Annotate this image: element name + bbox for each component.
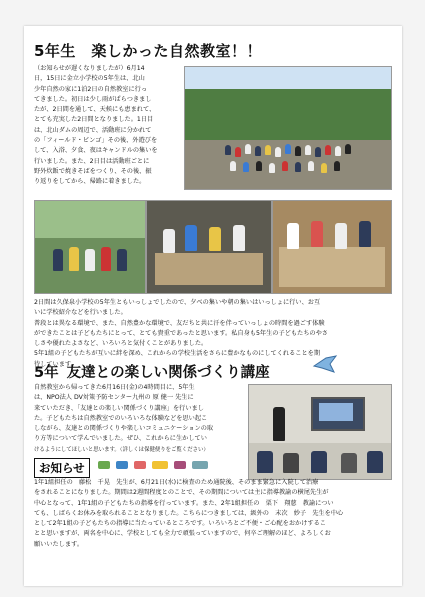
section2-line: 来ていただき、「友達との楽しい関係づくり講座」を行いまし <box>34 404 204 412</box>
section2-title <box>34 361 270 382</box>
intro-line: たが、2日間を通して、天候にも恵まれて、 <box>34 106 156 114</box>
newsletter-page <box>24 26 402 586</box>
section2-line: 自然教室から帰ってきた6月16日(金)の4時間目に、5年生 <box>34 384 195 391</box>
intro-line: 行いました。また、2日目は活動班ごとに <box>34 157 150 165</box>
notice-line: をされることになりました。期間は2週間程度とのことで、その期間については主に指導教諭の横尾先生が <box>34 489 329 497</box>
section2-line: た。子どもたちは自然教室でのいろいろな体験などを思い起こ <box>34 414 208 422</box>
intro-line: 日，15日に金立小学校の5年生は、北山 <box>34 75 145 83</box>
notice-heading: お知らせ <box>34 458 90 478</box>
notice-body <box>34 478 390 550</box>
section2-line: り方等について学んでいました。ぜひ、これからに生かしてい <box>34 435 207 443</box>
notice-line: ても、しばらくお休みを取られることとなりました。こちらにつきましては、級外の 末次 妙子 先生を中心 <box>34 509 344 517</box>
decorative-stationery <box>98 461 208 469</box>
group-photo <box>184 66 392 190</box>
section1-intro <box>34 64 182 188</box>
section2-title-main: 友達との楽しい関係づくり講座 <box>66 365 270 381</box>
section2-line: は、NPO法人 DV対策予防センター九州の 原 健一 先生に <box>34 394 194 402</box>
intro-line: り返りをしてから、帰路に着きました。 <box>34 178 146 186</box>
bird-illustration-icon <box>312 354 338 376</box>
crayon-icon <box>98 461 110 469</box>
para2-line: しさや優れたよさなど、いろいろと気付くことがありました。 <box>34 340 208 348</box>
intro-line: 少年自然の家に1泊2日の自然教室に行っ <box>34 85 148 93</box>
intro-line: 野外炊飯で焼きそばをつくり、その後、振 <box>34 167 152 175</box>
para2-line: 待しています。 <box>34 360 77 368</box>
section1-title: 5年生 楽しかった自然教室！！ <box>34 42 262 60</box>
para2-line: いに学校紹介などを行いました。 <box>34 309 127 317</box>
notice-line: として2年1組の子どもたちの指導に当たっているところです。いろいろとご不便・ご心配をおかけするこ <box>34 520 326 528</box>
crayon-icon <box>134 461 146 469</box>
para2-line: 普段とは異なる環境で、また、自然豊かな環境で、友だちと共に汗を伴っていっしょの時間を過ごす体験 <box>34 319 325 327</box>
intro-line: して、入浴、夕食、夜はキャンドルの集いを <box>34 147 158 155</box>
notice-line: 1年1組担任の 藤松 千晃 先生が、6月21日(水)に検査のため通院後、そのまま緊急に入院して治療 <box>34 479 319 486</box>
intro-line: てきました。初日は少し雨がぱらつきまし <box>34 95 152 103</box>
crayon-icon <box>174 461 186 469</box>
notice-line: 中心となって、1年1組の子どもたちの指導を行っています。また、2年1組担任の 栗下 翔慈 教諭につい <box>34 499 334 507</box>
section2-line: しながら、友達との関係づくりや楽しいコミュニケーションの取 <box>34 425 214 433</box>
section2-line: けるようにしてほしいと思います。（詳しくは保健便りをご覧ください） <box>34 446 209 453</box>
photo-classroom-lecture <box>248 384 392 480</box>
intro-line: の「フィールド・ビンゴ」その後、外遊びを <box>34 137 158 145</box>
photo-outdoor-group <box>34 200 146 294</box>
para2-line: 2日間は久保泉小学校の5年生ともいっしょでしたので、夕べの集いや朝の集いはいっしょに行い、お互 <box>34 299 321 306</box>
section2-title-grade: 5年 <box>34 365 59 381</box>
photo-cooking-table <box>146 200 272 294</box>
section2-body <box>34 383 242 455</box>
crayon-icon <box>152 461 168 469</box>
crayon-icon <box>192 461 208 469</box>
notice-line: とと思いますが、両名を中心に、学校としても全力で頑張っていますので、何卒ご理解のほど、よろしくお <box>34 530 331 538</box>
crayon-icon <box>116 461 128 469</box>
intro-line: は、北山ダムの周辺で、活動班に分かれて <box>34 126 152 134</box>
photo-meal <box>272 200 392 294</box>
intro-line: とても充実した2日間となりました。1日目 <box>34 116 154 124</box>
notice-line: 願いいたします。 <box>34 540 84 548</box>
intro-line: （お知らせが遅くなりましたが）6月14 <box>34 65 145 72</box>
para2-line: 5年1組の子どもたちが互いに絆を深め、これからの学校生活をさらに豊かなものにしてくれることを期 <box>34 350 321 358</box>
para2-line: ができたことは子どもたちにとって、とても貴重であったと思います。私自身も5年生の子どもたちのやさ <box>34 329 328 337</box>
